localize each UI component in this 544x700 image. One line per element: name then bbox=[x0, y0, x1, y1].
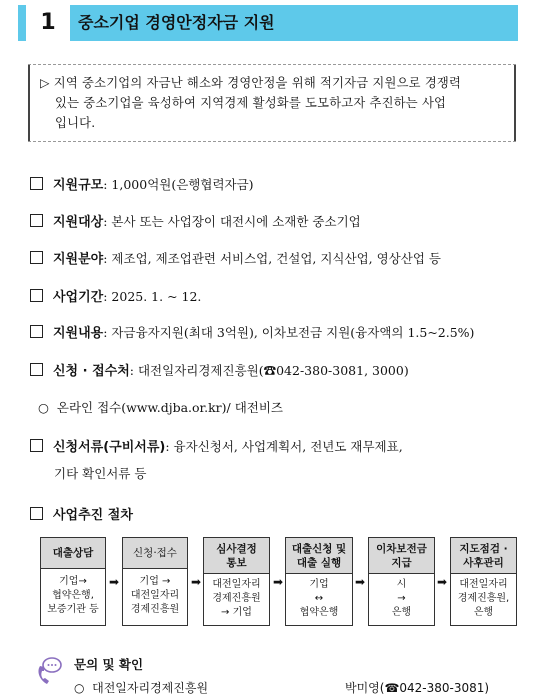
arrow-right-icon: ➡ bbox=[191, 575, 202, 589]
arrow-right-icon: ➡ bbox=[437, 575, 448, 589]
process-step-loan: 대출신청 및 대출 실행 기업 ↔ 협약은행 bbox=[285, 537, 353, 626]
bullet-circle-icon: ○ bbox=[38, 400, 49, 415]
item-support-scale: 지원규모: 1,000억원(은행협력자금) bbox=[30, 174, 254, 193]
contact-organization: ○ 대전일자리경제진흥원 bbox=[74, 681, 209, 695]
arrow-right-icon: ➡ bbox=[355, 575, 366, 589]
item-support-content: 지원내용: 자금융자지원(최대 3억원), 이차보전금 지원(융자액의 1.5~2.5%) bbox=[30, 322, 474, 341]
contact-title: 문의 및 확인 bbox=[74, 657, 144, 672]
intro-marker: ▷ bbox=[40, 76, 50, 90]
phone-chat-icon bbox=[35, 656, 63, 690]
intro-line-1: 지역 중소기업의 자금난 해소와 경영안정을 위해 적기자금 지원으로 경쟁력 bbox=[53, 76, 462, 90]
process-step-inspection: 지도점검 · 사후관리 대전일자리 경제진흥원, 은행 bbox=[450, 537, 517, 626]
intro-box-top-border bbox=[28, 64, 516, 66]
arrow-right-icon: ➡ bbox=[273, 575, 284, 589]
contact-person: 박미영(☎042-380-3081) bbox=[345, 681, 490, 695]
checkbox-square-icon bbox=[30, 325, 43, 338]
checkbox-square-icon bbox=[30, 214, 43, 227]
process-step-consult: 대출상담 기업→ 협약은행, 보증기관 등 bbox=[40, 537, 106, 626]
checkbox-square-icon bbox=[30, 177, 43, 190]
process-section-title: 사업추진 절차 bbox=[30, 504, 133, 523]
item-project-period: 사업기간: 2025. 1. ~ 12. bbox=[30, 286, 201, 305]
section-number: 1 bbox=[26, 5, 70, 41]
item-application-office: 신청 · 접수처: 대전일자리경제진흥원(☎042-380-3081, 3000) bbox=[30, 360, 409, 379]
process-step-interest-subsidy: 이차보전금 지급 시 → 은행 bbox=[368, 537, 435, 626]
intro-line-2: 있는 중소기업을 육성하여 지역경제 활성화를 도모하고자 추진하는 사업 bbox=[55, 96, 447, 110]
checkbox-square-icon bbox=[30, 363, 43, 376]
intro-text bbox=[40, 73, 510, 133]
section-title: 중소기업 경영안정자금 지원 bbox=[78, 13, 275, 32]
required-documents-continued: 기타 확인서류 등 bbox=[54, 466, 147, 481]
online-application bbox=[38, 398, 283, 416]
checkbox-square-icon bbox=[30, 251, 43, 264]
bullet-circle-icon: ○ bbox=[74, 681, 85, 695]
process-step-review: 심사결정 통보 대전일자리 경제진흥원 → 기업 bbox=[203, 537, 270, 626]
intro-line-3: 입니다. bbox=[55, 116, 96, 130]
intro-box-bottom-border bbox=[28, 141, 516, 143]
item-support-field: 지원분야: 제조업, 제조업관련 서비스업, 건설업, 지식산업, 영상산업 등 bbox=[30, 248, 441, 267]
online-application-text: 온라인 접수(www.djba.or.kr)/ 대전비즈 bbox=[56, 400, 284, 415]
checkbox-square-icon bbox=[30, 439, 43, 452]
process-step-application: 신청·접수 기업 → 대전일자리 경제진흥원 bbox=[122, 537, 188, 626]
checkbox-square-icon bbox=[30, 507, 43, 520]
item-required-documents: 신청서류(구비서류): 융자신청서, 사업계획서, 전년도 재무제표, bbox=[30, 436, 403, 455]
item-support-target: 지원대상: 본사 또는 사업장이 대전시에 소재한 중소기업 bbox=[30, 211, 361, 230]
arrow-right-icon: ➡ bbox=[109, 575, 120, 589]
checkbox-square-icon bbox=[30, 289, 43, 302]
